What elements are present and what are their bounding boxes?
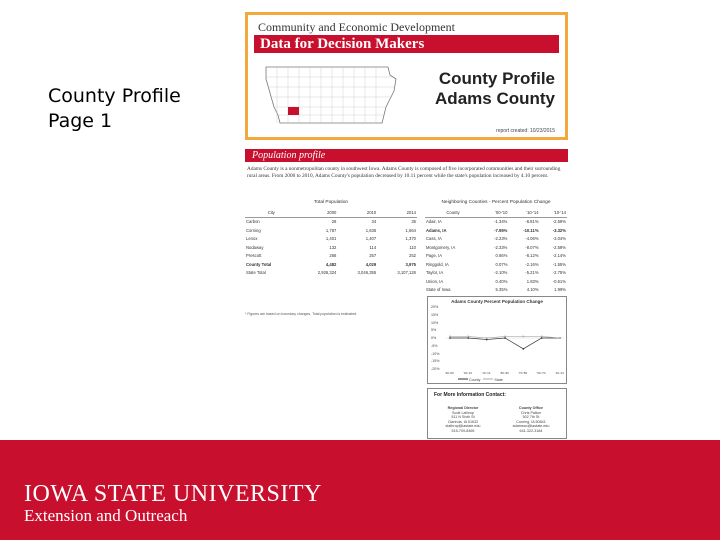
total-population-cell: 3,046,355 [357,270,377,276]
neighboring-county-cell: -2.33% [494,244,508,250]
neighboring-county-cell: -2.10% [494,270,508,276]
county-profile-document [245,12,568,440]
x-tick-label: '70-'80 [518,371,528,375]
total-population-cell: 110 [409,244,416,250]
neighboring-county-header-cell: '10-'14 [540,208,567,217]
total-population-cell: 28 [331,219,337,225]
neighboring-county-cell: Taylor, IA [426,270,444,276]
neighboring-county-row [425,243,567,252]
neighboring-county-cell: 1.99% [554,287,566,293]
neighboring-county-cell: 1.83% [526,278,539,284]
y-tick-label: -10% [431,351,440,356]
neighboring-county-cell: -8.07% [525,244,539,250]
total-population-row [245,235,417,244]
population-footnote: * Figures are based on boundary changes. Total population is estimated. [245,312,358,316]
regional-director-line: slathrop@iastate.edu [445,424,481,429]
total-population-row [245,217,417,226]
footer-isu-logo: IOWA STATE UNIVERSITY [24,481,322,507]
total-population-cell: 3,107,126 [397,270,416,276]
population-change-chart [427,296,567,384]
county-data-point [522,348,524,350]
neighboring-county-cell: Montgomery, IA [426,244,456,250]
neighboring-county-cell: -1.55% [552,261,566,267]
slide-title-line2: Page 1 [48,110,113,132]
total-population-cell: Carbon [246,219,260,225]
total-population-row [245,269,417,278]
county-name: Adams County [435,89,555,108]
neighboring-county-cell: 0.66% [495,253,508,259]
total-population-cell: 4,029 [365,261,377,267]
total-population-title: Total Population [313,200,349,205]
county-office-line: 502 7th St [522,415,540,420]
adams-county-highlight [288,107,299,115]
neighboring-county-row [425,252,567,261]
total-population-cell: Lenox [246,236,258,242]
x-tick-label: '00-'10 [463,371,473,375]
population-profile-header: Population profile [245,149,568,162]
state-data-point [559,337,561,339]
state-data-point [467,336,469,338]
county-office-line: Chris Patton [520,410,542,415]
total-population-table [245,208,417,277]
regional-director-line: 511 N Sixth St [451,415,475,420]
county-data-point [504,337,506,339]
neighboring-county-cell: -2.23% [494,236,508,242]
y-tick-label: -5% [431,343,438,348]
legend-county-label: County [469,378,481,382]
county-data-point [467,337,469,339]
regional-director-line: 515-709-8465 [451,428,475,433]
y-tick-label: -15% [431,359,440,364]
total-population-row [245,252,417,261]
neighboring-county-cell: -3.04% [552,236,566,242]
total-population-header-cell: 2014 [377,208,417,217]
total-population-row [245,260,417,269]
neighboring-county-cell: 0.40% [495,278,508,284]
state-data-point [504,336,506,338]
county-data-point [449,337,451,339]
neighboring-counties-title: Neighboring Counties - Percent Population Change [441,200,551,205]
county-data-point [486,339,488,341]
profile-banner [245,12,568,140]
x-tick-label: '90-'00 [445,371,454,375]
neighboring-county-cell: -2.16% [525,261,539,267]
county-office-line: Corning, IA 50841 [516,419,546,424]
total-population-cell: 1,401 [325,236,337,242]
x-tick-label: '10-'14 [555,371,564,375]
total-population-cell: 1,664 [405,227,416,233]
total-population-cell: 2,926,324 [317,270,337,276]
banner-bar: Data for Decision Makers [254,35,559,53]
state-data-point [541,336,543,338]
regional-director-contact [432,406,494,434]
total-population-cell: 4,482 [325,261,337,267]
total-population-cell: 1,407 [365,236,377,242]
total-population-row [245,226,417,235]
county-office-line: adamsco@iastate.edu [512,424,550,429]
x-tick-label: '80-'90 [500,371,509,375]
neighboring-county-cell: -1.34% [494,219,508,225]
slide-footer [0,440,720,540]
contact-info-box [427,388,567,439]
neighboring-county-row [425,286,567,295]
total-population-cell: Corning [246,227,261,233]
neighboring-county-row [425,277,567,286]
total-population-cell: 257 [369,253,377,259]
intro-paragraph: Adams County is a nonmetropolitan county in southwest Iowa. Adams County is composed of five incorporated communities and their surrounding rural areas. From 2000 to 2010, Adams County's population decreased by 10.11 percent while the state's population increased by 4.10 percent. [247,166,561,179]
total-population-cell: 114 [369,244,377,250]
neighboring-county-cell: -3.32% [552,227,566,233]
neighboring-county-row [425,235,567,244]
neighboring-county-cell: -5.21% [525,270,539,276]
neighboring-county-cell: 4.10% [526,287,539,293]
neighboring-county-cell: -6.81% [525,219,539,225]
neighboring-county-cell: Cass, IA [426,236,442,242]
total-population-cell: 266 [329,253,337,259]
county-data-point [541,337,543,339]
neighboring-county-cell: -2.59% [552,219,566,225]
neighboring-county-cell: Ringgold, IA [426,261,449,267]
neighboring-county-cell: Union, IA [426,278,444,284]
neighboring-county-cell: -10.11% [523,227,539,233]
total-population-cell: Prescott [246,253,262,259]
county-office-contact [500,406,562,434]
y-tick-label: 0% [431,336,437,340]
contact-title: For More Information Contact: [434,392,506,398]
y-tick-label: -20% [431,367,440,371]
neighboring-county-row [425,217,567,226]
total-population-header-cell: 2010 [337,208,377,217]
y-tick-label: 5% [431,328,437,333]
neighboring-county-header-cell: '00-'10 [481,208,508,217]
profile-title: County Profile [438,69,555,88]
slide-title [48,84,181,134]
total-population-cell: 34 [371,219,377,225]
neighboring-county-cell: State of Iowa [426,287,451,293]
slide-title-line1: County Profile [48,85,181,107]
neighboring-county-cell: -7.95% [494,227,508,233]
iowa-county-map [262,63,400,127]
regional-director-heading: Regional Director [447,406,479,410]
total-population-cell: 1,787 [325,227,337,233]
neighboring-county-cell: 0.07% [495,261,508,267]
state-data-point [449,336,451,338]
state-legend-swatch [483,377,493,381]
report-date: report created: 10/23/2015 [496,128,555,134]
neighboring-county-cell: -2.59% [552,244,566,250]
county-legend-swatch [458,377,468,381]
total-population-cell: 1,370 [405,236,416,242]
x-tick-label: '10-'14 [481,371,491,375]
legend-state-label: State [494,378,503,382]
neighboring-counties-table [425,208,567,294]
regional-director-line: Scott Lathrop [452,410,474,415]
total-population-cell: 252 [409,253,416,259]
total-population-cell: 132 [329,244,337,250]
chart-title: Adams County Percent Population Change [451,299,543,304]
total-population-cell: Nodaway [246,244,264,250]
neighboring-county-cell: -0.61% [552,278,566,284]
neighboring-county-cell: -2.14% [552,253,566,259]
x-tick-label: '60-'70 [536,371,546,375]
total-population-cell: 35 [411,219,416,225]
chart-legend [458,377,503,382]
state-data-point [522,336,524,338]
neighboring-county-header-cell: County [425,208,481,217]
neighboring-county-cell: -6.12% [525,253,539,259]
regional-director-line: Clarinda, IA 51632 [447,419,479,424]
total-population-row [245,243,417,252]
banner-top-text: Community and Economic Development [258,20,455,34]
total-population-cell: County Total [246,261,272,267]
total-population-cell: State Total [246,270,266,276]
neighboring-county-header-cell: '10-'14 [508,208,539,217]
total-population-header-cell: City [245,208,298,217]
y-tick-label: 20% [431,305,439,309]
total-population-cell: 3,975 [405,261,416,267]
neighboring-county-cell: -4.06% [525,236,539,242]
total-population-header-cell: 2000 [298,208,338,217]
neighboring-county-cell: Page, IA [426,253,443,259]
chart-plot-area [446,307,564,369]
neighboring-county-row [425,260,567,269]
county-series-line [450,338,560,349]
county-office-line: 641-322-3184 [519,428,543,433]
state-data-point [486,337,488,339]
y-tick-label: 10% [431,320,439,325]
neighboring-county-cell: Adams, IA [426,227,447,233]
county-office-heading: County Office [518,406,544,410]
neighboring-county-cell: 5.35% [495,287,508,293]
neighboring-county-cell: Adair, IA [426,219,442,225]
neighboring-county-cell: -2.75% [552,270,566,276]
total-population-cell: 1,635 [365,227,377,233]
y-tick-label: 15% [431,312,439,317]
neighboring-county-row [425,269,567,278]
footer-extension-subtitle: Extension and Outreach [24,506,188,525]
neighboring-county-row [425,226,567,235]
